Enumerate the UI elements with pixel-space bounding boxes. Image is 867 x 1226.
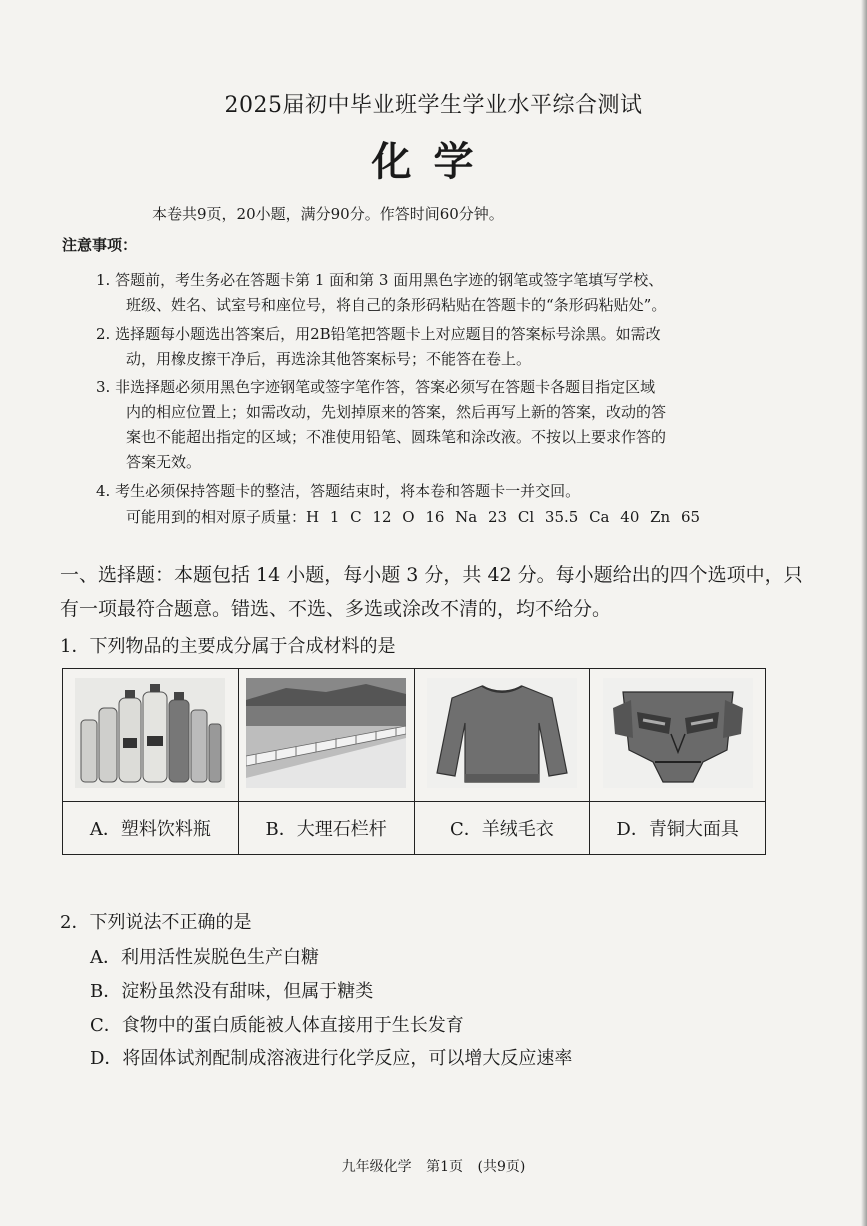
option-b-label: B．大理石栏杆 <box>238 802 414 855</box>
question-2-stem: 2．下列说法不正确的是 <box>60 912 252 933</box>
section-heading: 一、选择题：本题包括 14 小题，每小题 3 分，共 42 分。每小题给出的四个选项中，只有一项最符合题意。错选、不选、多选或涂改不清的，均不给分。 <box>60 564 803 620</box>
bronze-mask-image <box>603 678 753 788</box>
subject-title: 化学 <box>371 138 496 185</box>
note-line: 班级、姓名、试室号和座位号，将自己的条形码粘贴在答题卡的“条形码粘贴处”。 <box>126 296 667 314</box>
note-line: 案也不能超出指定的区域；不准使用铅笔、圆珠笔和涂改液。不按以上要求作答的 <box>126 428 667 446</box>
atomic-masses: 可能用到的相对原子质量：H 1 C 12 O 16 Na 23 Cl 35.5 Ca 40 Zn 65 <box>126 508 701 526</box>
question-2-option-a: A．利用活性炭脱色生产白糖 <box>90 947 319 968</box>
option-a-image-cell <box>63 669 239 802</box>
note-line: 2. 选择题每小题选出答案后，用2B铅笔把答题卡上对应题目的答案标号涂黑。如需改 <box>96 325 661 343</box>
notes-heading: 注意事项： <box>62 236 138 254</box>
option-c-image-cell <box>414 669 590 802</box>
plastic-bottles-image <box>75 678 225 788</box>
note-line: 4. 考生必须保持答题卡的整洁，答题结束时，将本卷和答题卡一并交回。 <box>96 482 581 500</box>
note-line: 动，用橡皮擦干净后，再选涂其他答案标号；不能答在卷上。 <box>126 350 532 368</box>
question-1-options-table <box>62 668 766 855</box>
note-line: 内的相应位置上；如需改动，先划掉原来的答案，然后再写上新的答案，改动的答 <box>126 403 667 421</box>
option-d-label: D．青铜大面具 <box>590 802 766 855</box>
note-line: 答案无效。 <box>126 453 202 471</box>
note-line: 1. 答题前，考生务必在答题卡第 1 面和第 3 面用黑色字迹的钢笔或签字笔填写学校、 <box>96 271 664 289</box>
sweater-image <box>427 678 577 788</box>
option-b-image-cell <box>238 669 414 802</box>
question-2-option-c: C．食物中的蛋白质能被人体直接用于生长发育 <box>90 1015 464 1036</box>
exam-title: 2025届初中毕业班学生学业水平综合测试 <box>224 93 643 118</box>
question-2-option-d: D．将固体试剂配制成溶液进行化学反应，可以增大反应速率 <box>90 1048 573 1069</box>
option-d-image-cell <box>590 669 766 802</box>
marble-railing-image <box>246 678 406 788</box>
question-1-stem: 1．下列物品的主要成分属于合成材料的是 <box>60 636 396 657</box>
question-2-option-b: B．淀粉虽然没有甜味，但属于糖类 <box>90 981 374 1002</box>
note-line: 3. 非选择题必须用黑色字迹钢笔或签字笔作答，答案必须写在答题卡各题目指定区域 <box>96 378 656 396</box>
option-a-label: A．塑料饮料瓶 <box>63 802 239 855</box>
scan-edge-shadow <box>861 0 867 1226</box>
option-c-label: C．羊绒毛衣 <box>414 802 590 855</box>
page-footer: 九年级化学 第1页 (共9页) <box>341 1159 526 1175</box>
exam-info: 本卷共9页，20小题，满分90分。作答时间60分钟。 <box>152 205 504 223</box>
